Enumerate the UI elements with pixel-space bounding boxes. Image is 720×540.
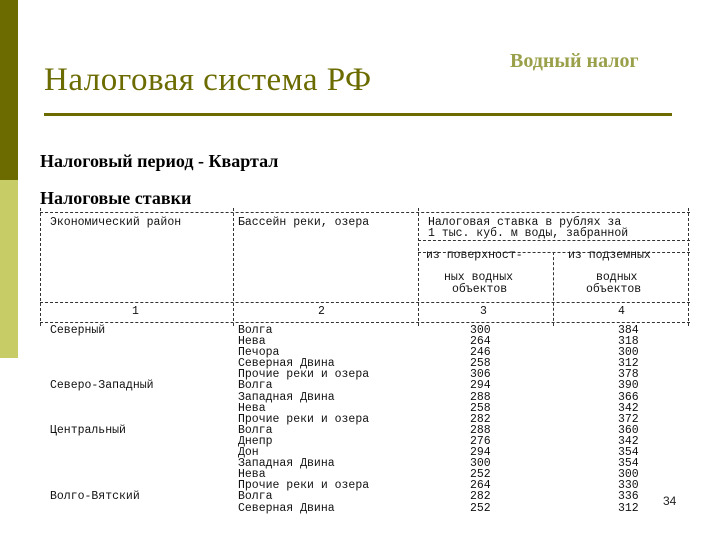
col4-header-line2: водных — [596, 271, 638, 284]
table-row — [40, 458, 690, 469]
col1-header: Экономический район — [50, 216, 182, 229]
table-row — [40, 336, 690, 347]
underground-rate-cell: 330 — [618, 479, 639, 493]
table-row — [40, 447, 690, 458]
table-row — [40, 325, 690, 336]
accent-bar-light — [0, 180, 18, 358]
surface-rate-cell: 264 — [470, 335, 491, 349]
underground-rate-cell: 318 — [618, 335, 639, 349]
basin-cell: Северная Двина — [238, 501, 335, 515]
basin-cell: Западная Двина — [238, 457, 335, 471]
page-number: 34 — [663, 494, 677, 508]
title-divider — [44, 113, 672, 116]
region-cell: Центральный — [50, 423, 126, 437]
basin-cell: Прочие реки и озера — [238, 368, 370, 382]
basin-cell: Волга — [238, 324, 273, 337]
underground-rate-cell: 360 — [618, 423, 639, 437]
underground-rate-cell: 366 — [618, 390, 639, 404]
surface-rate-cell: 288 — [470, 423, 491, 437]
surface-rate-cell: 306 — [470, 368, 491, 382]
surface-rate-cell: 252 — [470, 468, 491, 482]
underground-rate-cell: 384 — [618, 324, 639, 337]
region-cell: Волго-Вятский — [50, 490, 140, 504]
underground-rate-cell: 342 — [618, 401, 639, 415]
basin-cell: Днепр — [238, 434, 273, 448]
rates-table-body — [40, 325, 690, 514]
surface-rate-cell: 294 — [470, 379, 491, 393]
col34-header-line1: Налоговая ставка в рублях за — [428, 216, 622, 229]
table-border-left — [40, 208, 41, 326]
col3-header-line3: объектов — [452, 283, 508, 296]
surface-rate-cell: 276 — [470, 434, 491, 448]
basin-cell: Волга — [238, 490, 273, 504]
surface-rate-cell: 264 — [470, 479, 491, 493]
surface-rate-cell: 246 — [470, 346, 491, 360]
table-row — [40, 392, 690, 403]
col3-header-line2: ных водных — [444, 271, 514, 284]
underground-rate-cell: 336 — [618, 490, 639, 504]
basin-cell: Нева — [238, 468, 266, 482]
col34-header-line2: 1 тыс. куб. м воды, забранной — [428, 227, 629, 240]
basin-cell: Дон — [238, 446, 259, 460]
slide-title: Налоговая система РФ — [44, 62, 372, 98]
surface-rate-cell: 258 — [470, 401, 491, 415]
surface-rate-cell: 300 — [470, 324, 491, 337]
basin-cell: Нева — [238, 401, 266, 415]
table-col-divider — [233, 208, 234, 326]
underground-rate-cell: 378 — [618, 368, 639, 382]
tax-period-line: Налоговый период - Квартал — [40, 151, 279, 171]
slide-subtitle: Водный налог — [510, 50, 639, 72]
table-col-divider — [418, 208, 419, 326]
surface-rate-cell: 252 — [470, 501, 491, 515]
col2-header: Бассейн реки, озера — [238, 216, 370, 229]
surface-rate-cell: 294 — [470, 446, 491, 460]
basin-cell: Волга — [238, 379, 273, 393]
table-row — [40, 425, 690, 436]
accent-bar-dark — [0, 0, 18, 180]
col-number: 4 — [618, 305, 625, 318]
underground-rate-cell: 354 — [618, 446, 639, 460]
table-row — [40, 380, 690, 391]
col4-header-line1: из подземных — [568, 249, 651, 262]
surface-rate-cell: 282 — [470, 490, 491, 504]
surface-rate-cell: 288 — [470, 390, 491, 404]
surface-rate-cell: 282 — [470, 412, 491, 426]
table-header-line — [40, 322, 690, 323]
table-border-top — [40, 212, 690, 213]
table-col-divider — [553, 252, 554, 326]
surface-rate-cell: 300 — [470, 457, 491, 471]
col-number: 1 — [132, 305, 139, 318]
rates-table-header — [40, 208, 690, 326]
table-header-line — [40, 302, 690, 303]
col4-header-line3: объектов — [586, 283, 642, 296]
basin-cell: Нева — [238, 335, 266, 349]
underground-rate-cell: 300 — [618, 468, 639, 482]
underground-rate-cell: 312 — [618, 357, 639, 371]
underground-rate-cell: 372 — [618, 412, 639, 426]
table-row — [40, 503, 690, 514]
basin-cell: Печора — [238, 346, 280, 360]
col3-header-line1: из поверхност- — [426, 249, 523, 262]
underground-rate-cell: 390 — [618, 379, 639, 393]
basin-cell: Северная Двина — [238, 357, 335, 371]
table-row — [40, 491, 690, 502]
tax-rates-heading: Налоговые ставки — [40, 188, 192, 208]
underground-rate-cell: 312 — [618, 501, 639, 515]
table-row — [40, 436, 690, 447]
table-row — [40, 414, 690, 425]
table-border-right — [688, 208, 689, 326]
surface-rate-cell: 258 — [470, 357, 491, 371]
table-row — [40, 347, 690, 358]
basin-cell: Прочие реки и озера — [238, 479, 370, 493]
table-subheader-line — [418, 240, 690, 241]
col-number: 3 — [480, 305, 487, 318]
col-number: 2 — [318, 305, 325, 318]
region-cell: Северный — [50, 324, 106, 337]
underground-rate-cell: 300 — [618, 346, 639, 360]
basin-cell: Западная Двина — [238, 390, 335, 404]
basin-cell: Прочие реки и озера — [238, 412, 370, 426]
underground-rate-cell: 342 — [618, 434, 639, 448]
basin-cell: Волга — [238, 423, 273, 437]
region-cell: Северо-Западный — [50, 379, 154, 393]
underground-rate-cell: 354 — [618, 457, 639, 471]
